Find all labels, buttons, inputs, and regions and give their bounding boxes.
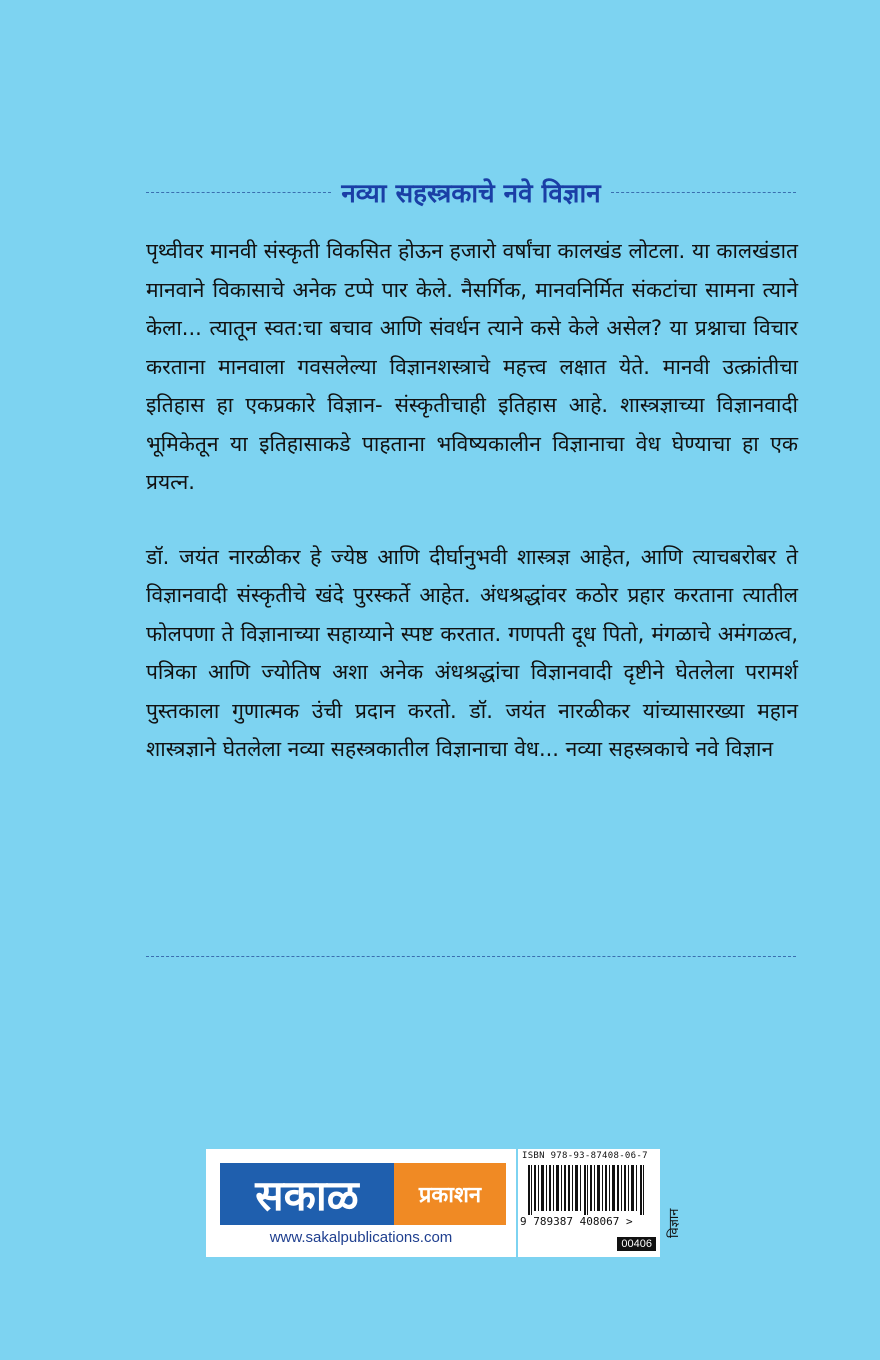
blurb-paragraph-1: पृथ्वीवर मानवी संस्कृती विकसित होऊन हजारो वर्षांचा कालखंड लोटला. या कालखंडात मानवाने विकासाचे अनेक टप्पे पार केले. नैसर्गिक, मानवनिर्मित संकटांचा सामना त्याने केला... त्यातून स्वत:चा बचाव आणि संवर्धन त्याने कसे केले असेल? या प्रश्नाचा विचार करताना मानवाला गवसलेल्या विज्ञानशस्त्राचे महत्त्व लक्षात येते. मानवी उत्क्रांतीचा इतिहास हा एकप्रकारे विज्ञान- संस्कृतीचाही इतिहास आहे. शास्त्रज्ञाच्या विज्ञानवादी भूमिकेतून या इतिहासाकडे पाहताना भविष्यकालीन विज्ञानाचा वेध घेण्याचा हा एक प्रयत्न. <box>146 239 798 494</box>
title-row <box>146 170 796 214</box>
title-rule-right <box>611 192 796 193</box>
barcode-block <box>518 1149 660 1257</box>
prakashan-logo: प्रकाशन <box>394 1163 506 1225</box>
ean-digits: 9 789387 408067 > <box>520 1215 633 1228</box>
category-label: विज्ञान <box>667 1208 682 1238</box>
bottom-rule <box>146 956 796 957</box>
blurb <box>146 232 798 805</box>
book-title: नव्या सहस्त्रकाचे नवे विज्ञान <box>341 179 601 209</box>
title-rule-left <box>146 192 331 193</box>
product-code: 00406 <box>617 1237 656 1251</box>
isbn-text: ISBN 978-93-87408-06-7 <box>522 1151 648 1161</box>
publisher-block <box>206 1149 516 1257</box>
barcode-icon <box>528 1165 650 1215</box>
blurb-paragraph-2: डॉ. जयंत नारळीकर हे ज्येष्ठ आणि दीर्घानुभवी शास्त्रज्ञ आहेत, आणि त्याचबरोबर ते विज्ञानवादी संस्कृतीचे खंदे पुरस्कर्ते आहेत. अंधश्रद्धांवर कठोर प्रहार करताना त्यातील फोलपणा ते विज्ञानाच्या सहाय्याने स्पष्ट करतात. गणपती दूध पितो, मंगळाचे अमंगळत्व, पत्रिका आणि ज्योतिष अशा अनेक अंधश्रद्धांचा विज्ञानवादी दृष्टीने घेतलेला परामर्श पुस्तकाला गुणात्मक उंची प्रदान करतो. डॉ. जयंत नारळीकर यांच्यासारख्या महान शास्त्रज्ञाने घेतलेला नव्या सहस्त्रकातील विज्ञानाचा वेध... नव्या सहस्त्रकाचे नवे विज्ञान <box>146 544 798 761</box>
publisher-website[interactable]: www.sakalpublications.com <box>269 1229 453 1246</box>
sakal-logo: सकाळ <box>220 1163 394 1225</box>
